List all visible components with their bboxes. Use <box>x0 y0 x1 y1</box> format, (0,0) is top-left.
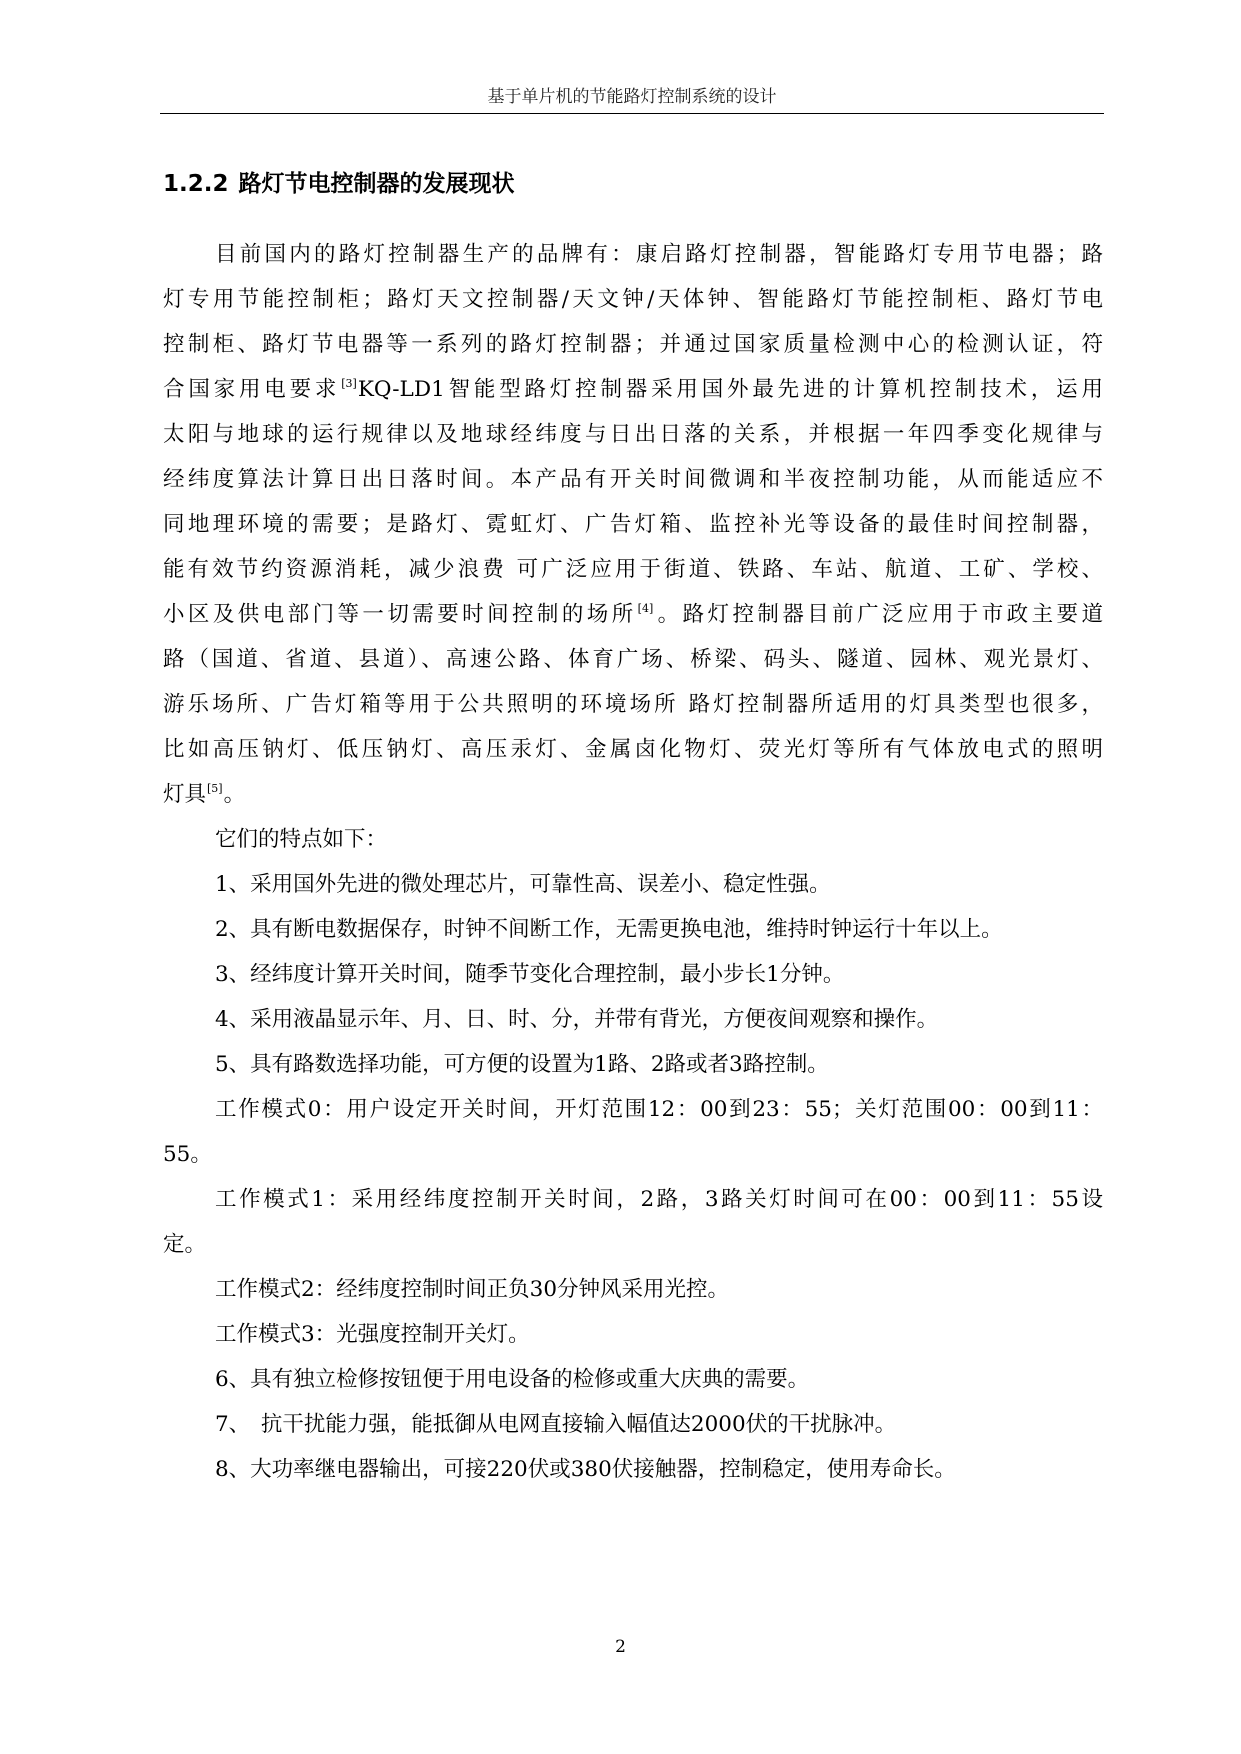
feature-item: 6、具有独立检修按钮便于用电设备的检修或重大庆典的需要。 <box>215 1367 810 1392</box>
citation-ref: [4] <box>637 602 654 615</box>
text-span: 。路灯控制器目前广泛应用于市政主要道 <box>654 602 1103 627</box>
feature-item: 2、具有断电数据保存，时钟不间断工作，无需更换电池，维持时钟运行十年以上。 <box>215 917 1003 942</box>
paragraph-line: 路（国道、省道、县道）、高速公路、体育广场、桥梁、码头、隧道、园林、观光景灯、 <box>163 647 1103 672</box>
features-intro: 它们的特点如下： <box>215 827 388 852</box>
paragraph-line: 同地理环境的需要；是路灯、霓虹灯、广告灯箱、监控补光等设备的最佳时间控制器， <box>163 512 1103 537</box>
section-title: 路灯节电控制器的发展现状 <box>238 171 515 197</box>
feature-item: 5、具有路数选择功能，可方便的设置为1路、2路或者3路控制。 <box>215 1052 829 1077</box>
citation-ref: [5] <box>207 782 223 795</box>
header-rule <box>160 113 1104 114</box>
text-span: 合国家用电要求 <box>163 377 341 402</box>
page-number: 2 <box>615 1637 626 1657</box>
paragraph-line: 能有效节约资源消耗，减少浪费 可广泛应用于街道、铁路、车站、航道、工矿、学校、 <box>163 557 1103 582</box>
text-span: 灯具 <box>163 782 207 807</box>
paragraph-line: 经纬度算法计算日出日落时间。本产品有开关时间微调和半夜控制功能，从而能适应不 <box>163 467 1103 492</box>
feature-item: 4、采用液晶显示年、月、日、时、分，并带有背光，方便夜间观察和操作。 <box>215 1007 939 1032</box>
section-heading <box>163 168 515 200</box>
body-text <box>163 232 1103 1492</box>
citation-ref: [3] <box>341 377 357 390</box>
work-mode-0: 工作模式0：用户设定开关时间，开灯范围12：00到23：55；关灯范围00：00到11： <box>215 1097 1103 1122</box>
feature-item: 7、 抗干扰能力强，能抵御从电网直接输入幅值达2000伏的干扰脉冲。 <box>215 1412 897 1437</box>
work-mode-2: 工作模式2：经纬度控制时间正负30分钟风采用光控。 <box>215 1277 730 1302</box>
text-span: 。 <box>223 782 246 807</box>
paragraph-line: 游乐场所、广告灯箱等用于公共照明的环境场所 路灯控制器所适用的灯具类型也很多， <box>163 692 1103 717</box>
paragraph-line: 控制柜、路灯节电器等一系列的路灯控制器；并通过国家质量检测中心的检测认证，符 <box>163 332 1103 357</box>
paragraph-line: 灯专用节能控制柜；路灯天文控制器/天文钟/天体钟、智能路灯节能控制柜、路灯节电 <box>163 287 1103 312</box>
feature-item: 3、经纬度计算开关时间，随季节变化合理控制，最小步长1分钟。 <box>215 962 845 987</box>
paragraph-line <box>163 592 1103 637</box>
work-mode-1: 工作模式1：采用经纬度控制开关时间，2路，3路关灯时间可在00：00到11：55设 <box>215 1187 1103 1212</box>
work-mode-0-continued: 55。 <box>163 1142 212 1167</box>
text-span: 小区及供电部门等一切需要时间控制的场所 <box>163 602 637 627</box>
paragraph-line: 比如高压钠灯、低压钠灯、高压汞灯、金属卤化物灯、荧光灯等所有气体放电式的照明 <box>163 737 1103 762</box>
text-span: KQ-LD1智能型路灯控制器采用国外最先进的计算机控制技术，运用 <box>357 377 1103 402</box>
paragraph-line: 目前国内的路灯控制器生产的品牌有：康启路灯控制器，智能路灯专用节电器；路 <box>215 242 1103 267</box>
work-mode-1-continued: 定。 <box>163 1232 207 1257</box>
section-number: 1.2.2 <box>163 171 229 197</box>
running-header: 基于单片机的节能路灯控制系统的设计 <box>487 87 777 107</box>
feature-item: 8、大功率继电器输出，可接220伏或380伏接触器，控制稳定，使用寿命长。 <box>215 1457 956 1482</box>
paragraph-line <box>163 367 1103 412</box>
paragraph-line <box>163 772 1103 817</box>
paragraph-intro <box>163 232 1103 817</box>
paragraph-line: 太阳与地球的运行规律以及地球经纬度与日出日落的关系，并根据一年四季变化规律与 <box>163 422 1103 447</box>
work-mode-3: 工作模式3：光强度控制开关灯。 <box>215 1322 530 1347</box>
feature-item: 1、采用国外先进的微处理芯片，可靠性高、误差小、稳定性强。 <box>215 872 831 897</box>
